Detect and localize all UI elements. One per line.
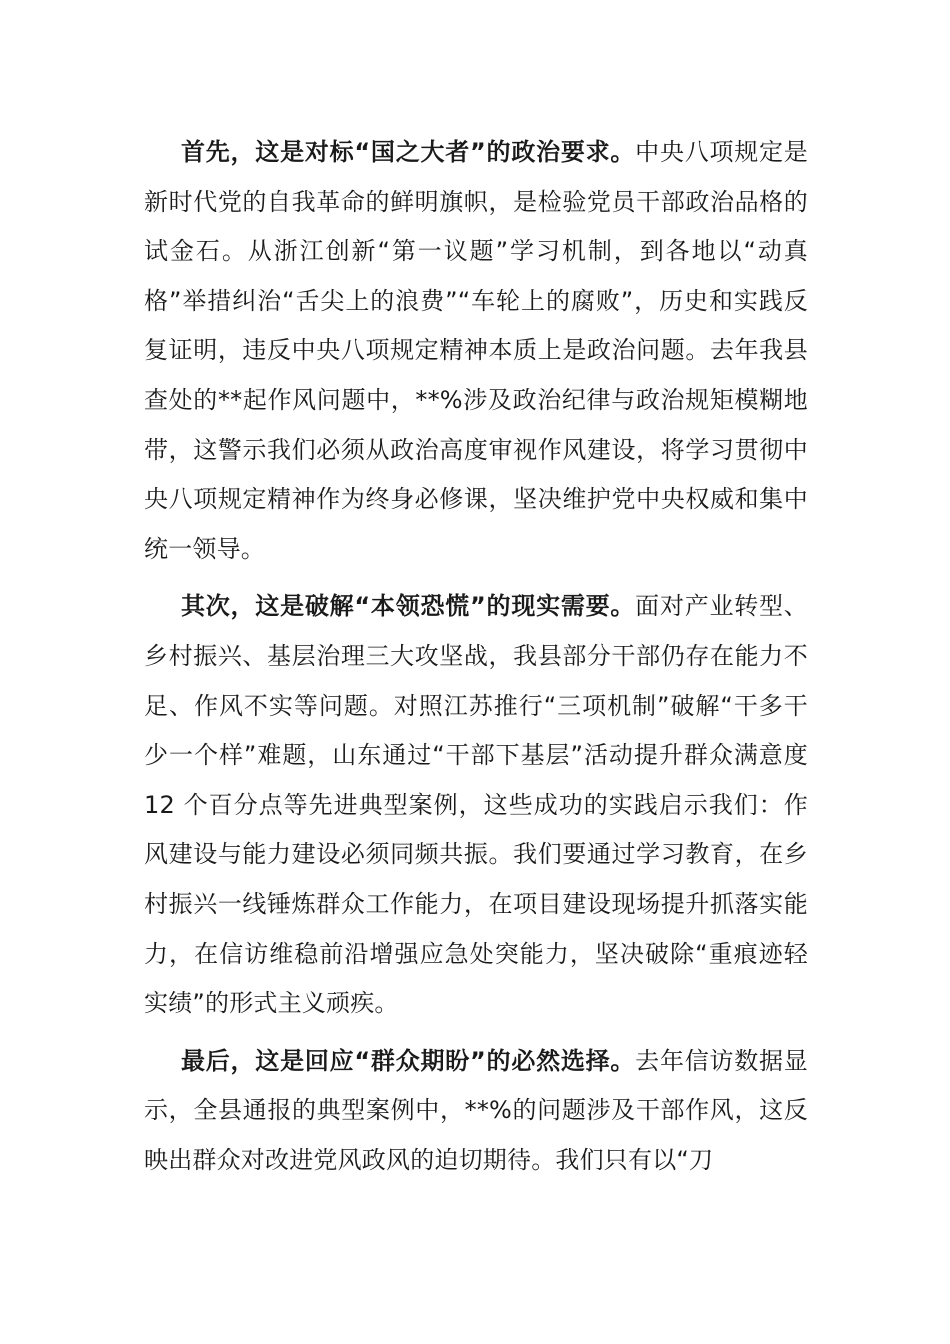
paragraph-second-lead: 其次，这是破解“本领恐慌”的现实需要。: [181, 592, 636, 621]
paragraph-second: [144, 582, 808, 1028]
paragraph-third: [144, 1037, 808, 1186]
paragraph-third-lead: 最后，这是回应“群众期盼”的必然选择。: [181, 1046, 636, 1075]
paragraph-first-body: 中央八项规定是新时代党的自我革命的鲜明旗帜，是检验党员干部政治品格的试金石。从浙江创新“第一议题”学习机制，到各地以“动真格”举措纠治“舌尖上的浪费”“车轮上的腐败”，历史和实践反复证明，违反中央八项规定精神本质上是政治问题。去年我县查处的**起作风问题中，**%涉及政治纪律与政治规矩模糊地带，这警示我们必须从政治高度审视作风建设，将学习贯彻中央八项规定精神作为终身必修课，坚决维护党中央权威和集中统一领导。: [144, 138, 808, 563]
paragraph-first: [144, 128, 808, 574]
paragraph-third-body: 去年信访数据显示，全县通报的典型案例中，**%的问题涉及干部作风，这反映出群众对改进党风政风的迫切期待。我们只有以“刀: [144, 1046, 808, 1174]
paragraph-second-body: 面对产业转型、乡村振兴、基层治理三大攻坚战，我县部分干部仍存在能力不足、作风不实等问题。对照江苏推行“三项机制”破解“干多干少一个样”难题，山东通过“干部下基层”活动提升群众满意度 12 个百分点等先进典型案例，这些成功的实践启示我们：作风建设与能力建设必须同频共振。我们要通过学习教育，在乡村振兴一线锤炼群众工作能力，在项目建设现场提升抓落实能力，在信访维稳前沿增强应急处突能力，坚决破除“重痕迹轻实绩”的形式主义顽疾。: [144, 592, 808, 1018]
paragraph-first-lead: 首先，这是对标“国之大者”的政治要求。: [181, 138, 636, 166]
document-body: [144, 128, 808, 1185]
